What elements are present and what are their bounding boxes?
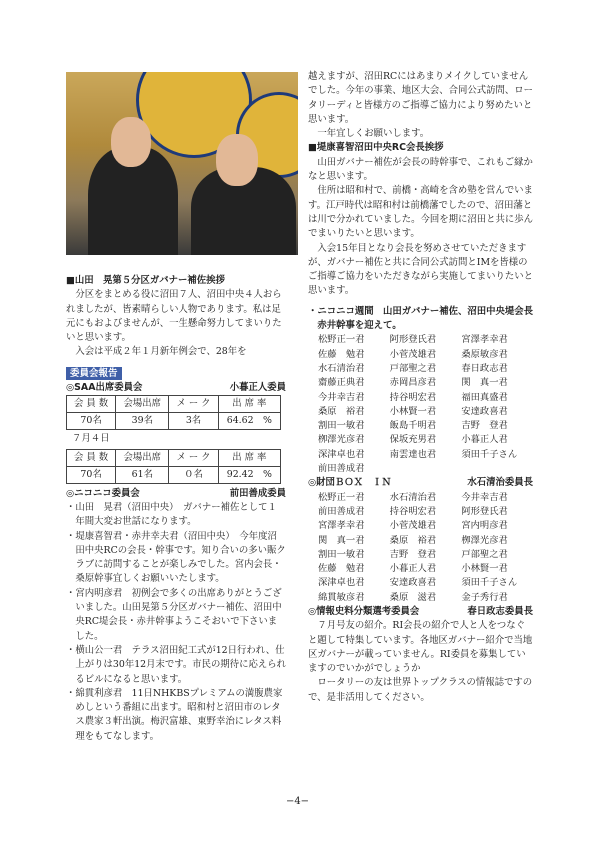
member-name: 保坂充男君 bbox=[389, 434, 437, 446]
member-name: 阿形登氏君 bbox=[389, 334, 437, 346]
saa-heading: ◎SAA出席委員会 小暮正人委員 bbox=[66, 382, 286, 394]
niko-item: ・山田 晃君（沼田中央） ガバナー補佐として１年間大変お世話になります。 bbox=[66, 501, 277, 528]
saa-date: ７月４日 bbox=[72, 433, 110, 445]
member-name: 南雲達也君 bbox=[389, 448, 437, 460]
member-name: 飯島千明君 bbox=[389, 420, 437, 432]
niko-item: ・横山公一君 テラス沼田紀工式が12日行われ、仕上がりは30年12月末です。市民の期待に応えられるビルになると思います。 bbox=[66, 644, 286, 685]
member-name: 桑原敏彦君 bbox=[461, 348, 508, 360]
member-name: 安達政喜君 bbox=[389, 577, 437, 589]
caption-para: 入会は平成２年１月新年例会で、28年を bbox=[75, 346, 247, 358]
member-name: 持谷明宏君 bbox=[389, 505, 437, 517]
member-name: 宮澤孝幸君 bbox=[318, 520, 365, 532]
member-name: 小菅茂雄君 bbox=[389, 520, 437, 532]
member-name: 佐藤 勉君 bbox=[318, 563, 365, 575]
member-name: 松野正一君 bbox=[318, 491, 365, 503]
member-name: 割田一敏君 bbox=[318, 420, 365, 432]
member-name bbox=[461, 462, 533, 476]
tsutsumi-title: ■堤康喜智沼田中央RC会長挨拶 bbox=[308, 142, 444, 154]
member-name: 栁澤光彦君 bbox=[318, 434, 365, 446]
niko-heading: ◎ニコニコ委員会 前田善成委員 bbox=[66, 487, 286, 499]
caption-para: 分区をまとめる役に沼田７人、沼田中央４人おられましたが、皆素晴らしい人物であります。私は足元にもおよびませんが、一生懸命努力してまいりたいと思います。 bbox=[66, 289, 282, 344]
member-name: 戸部聖之君 bbox=[461, 548, 508, 560]
member-name: 小暮正人君 bbox=[389, 563, 437, 575]
member-name: 福田真盛君 bbox=[461, 391, 508, 403]
caption-title: ■山田 晃第５分区ガバナー補佐挨拶 bbox=[66, 275, 225, 286]
info-para: ロータリーの友は世界トップクラスの情報誌ですので、是非活用してください。 bbox=[308, 677, 533, 703]
member-name: 前田善成君 bbox=[318, 463, 365, 475]
member-name: 宮澤孝幸君 bbox=[461, 334, 508, 346]
member-name: 綿貫敏彦君 bbox=[318, 591, 365, 603]
info-para: ７月号友の紹介。RI会長の紹介で人と人をつなぐと題して特集しています。各地区ガバナー紹介で当地区ガバナーが載っていません。RI委員を募集していますのでいかがでしょうか bbox=[308, 620, 533, 675]
member-name: 深津卓也君 bbox=[318, 577, 365, 589]
left-column bbox=[66, 274, 286, 744]
member-name: 小林賢一君 bbox=[461, 563, 508, 575]
niko-item: ・綿貫利彦君 11日NHKBSプレミアムの満腹農家めしという番組に出ます。昭和村と沼田市のレタス農家３軒出演。梅沢富雄、東野幸治にレタス料理をもてなします。 bbox=[66, 687, 283, 742]
member-name: 栁澤光彦君 bbox=[461, 534, 508, 546]
tsutsumi-para: 住所は昭和村で、前橋・高崎を含め塾を営んでいます。江戸時代は昭和村は前橋藩でしたので、沼田藩とは川で分かれていました。今回を期に沼田と共に歩んでまいりたいと思います。 bbox=[308, 185, 534, 240]
member-name: 持谷明宏君 bbox=[389, 391, 437, 403]
attendance-table-2: 会 員 数 会場出席 メ ー ク 出 席 率 70名 61名 ０名 92.42 % bbox=[66, 449, 281, 484]
member-name: 小菅茂雄君 bbox=[389, 348, 437, 360]
box-heading: ◎財団ＢＯＸ ＩＮ 水石清治委員長 bbox=[308, 477, 533, 489]
member-name: 今井幸吉君 bbox=[461, 491, 508, 503]
speaker-photo bbox=[66, 72, 298, 255]
member-name: 吉野 登君 bbox=[389, 548, 437, 560]
member-name: 須田千子さん bbox=[461, 448, 518, 460]
tsutsumi-para: 入会15年目となり会長を努めさせていただきますが、ガバナー補佐と共に合同公式訪問とIMを皆様のご指導ご協力をいただきながら実施してまいりたいと思います。 bbox=[308, 242, 534, 297]
member-name: 桑原 裕君 bbox=[389, 534, 437, 546]
right-column bbox=[308, 70, 533, 705]
member-name: 水石清治君 bbox=[318, 362, 365, 374]
niko-item: ・宮内明彦君 初例会で多くの出席ありがとうございました。山田晃第５分区ガバナー補佐、沼田中央RC堤会長・赤井幹事ようこそおいで下さいました。 bbox=[66, 587, 282, 642]
member-name: 安達政喜君 bbox=[461, 405, 508, 417]
member-name: 戸部聖之君 bbox=[389, 362, 437, 374]
member-name: 須田千子さん bbox=[461, 577, 518, 589]
niko-week-names bbox=[308, 333, 533, 476]
member-name: 水石清治君 bbox=[389, 491, 437, 503]
member-name bbox=[390, 462, 462, 476]
member-name: 春日政志君 bbox=[461, 362, 508, 374]
right-para: 一年宜しくお願いします。 bbox=[317, 128, 430, 140]
member-name: 吉野 登君 bbox=[461, 420, 508, 432]
member-name: 関 真一君 bbox=[318, 534, 365, 546]
member-name: 桑原 裕君 bbox=[318, 405, 365, 417]
page-number: −4− bbox=[285, 796, 310, 807]
member-name: 阿形登氏君 bbox=[461, 505, 508, 517]
attendance-table-1: 会 員 数 会場出席 メ ー ク 出 席 率 70名 39名 3名 64.62 % bbox=[66, 395, 281, 430]
member-name: 宮内明彦君 bbox=[461, 520, 508, 532]
tsutsumi-para: 山田ガバナー補佐が会長の時幹事で、これもご縁かなと思います。 bbox=[308, 156, 533, 183]
member-name: 小林賢一君 bbox=[389, 405, 437, 417]
member-name: 齋藤正典君 bbox=[318, 377, 365, 389]
niko-item: ・堤康喜智君・赤井幸夫君（沼田中央） 今年度沼田中央RCの会長・幹事です。知り合いの多い賑クラブに訪問することが楽しみでした。宮内会長・桑原幹事宜しくお願いいたします。 bbox=[66, 530, 286, 585]
committee-badge: 委員会報告 bbox=[66, 367, 122, 380]
box-names bbox=[308, 491, 533, 605]
member-name: 赤岡昌彦君 bbox=[389, 377, 437, 389]
info-heading: ◎情報史料分類選考委員会 春日政志委員長 bbox=[308, 605, 533, 617]
member-name: 桑原 滋君 bbox=[389, 591, 437, 603]
member-name: 深津卓也君 bbox=[318, 448, 365, 460]
member-name: 前田善成君 bbox=[318, 505, 365, 517]
member-name: 関 真一君 bbox=[461, 377, 508, 389]
member-name: 割田一敏君 bbox=[318, 548, 365, 560]
niko-week-title: ・ニコニコ週間 山田ガバナー補佐、沼田中央堤会長赤井幹事を迎えて。 bbox=[308, 305, 534, 332]
member-name: 今井幸吉君 bbox=[318, 391, 365, 403]
member-name: 佐藤 勉君 bbox=[318, 348, 365, 360]
right-para: 越えますが、沼田RCにはあまりメイクしていませんでした。今年の事業、地区大会、合同公式訪問、ロータリーディと皆様方のご指導ご協力により努めたいと思います。 bbox=[308, 71, 534, 125]
member-name: 小暮正人君 bbox=[461, 434, 508, 446]
member-name: 松野正一君 bbox=[318, 334, 365, 346]
member-name: 金子秀行君 bbox=[461, 591, 508, 603]
